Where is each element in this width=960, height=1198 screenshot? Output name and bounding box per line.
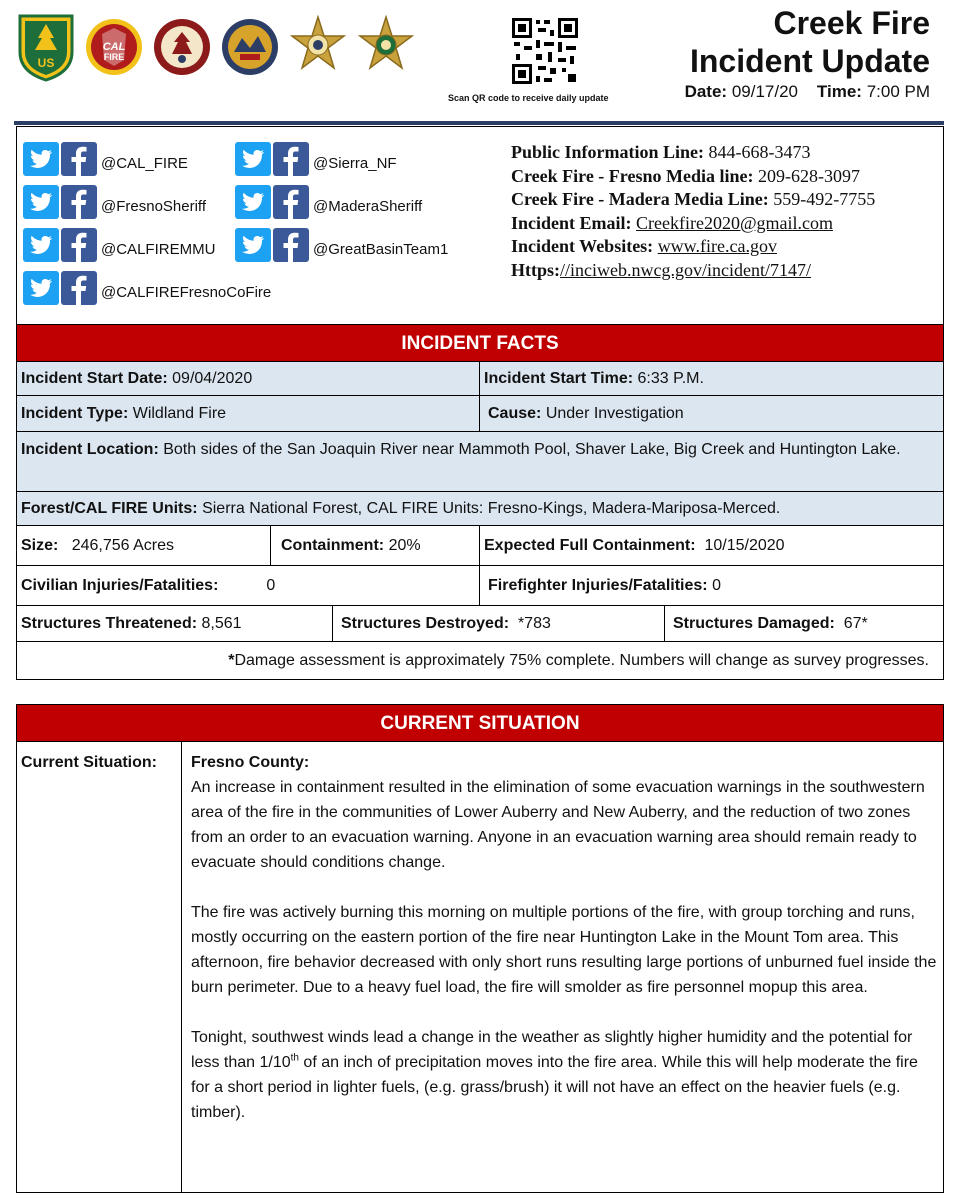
units-label: Forest/CAL FIRE Units:	[21, 500, 198, 517]
firefighter-injuries-label: Firefighter Injuries/Fatalities:	[488, 576, 708, 594]
structures-threatened-cell	[17, 606, 333, 641]
title-line-1: Creek Fire	[773, 5, 930, 41]
contact-info	[511, 141, 875, 282]
full-containment-value: 10/15/2020	[704, 536, 785, 554]
agency-logos	[16, 12, 416, 82]
facts-row-injuries	[16, 566, 944, 606]
inciweb-prefix: Https:	[511, 259, 560, 280]
facts-row-type	[16, 396, 944, 432]
date-time-line	[685, 82, 930, 102]
incident-location-label: Incident Location:	[21, 441, 159, 458]
situation-paragraph: An increase in containment resulted in the elimination of some evacuation warnings in the southwestern area of the fire in the communities of Lower Auberry and New Auberry, and the reduction of two zones from an order to an evacuation warning. Anyone in an evacuation warning area should remain ready to evacuate should conditions change.	[191, 779, 925, 871]
facts-row-structures	[16, 606, 944, 642]
date-label: Date:	[684, 82, 728, 101]
facts-row-size	[16, 526, 944, 566]
twitter-icon[interactable]	[235, 228, 271, 262]
social-handle[interactable]: @CALFIREFresnoCoFire	[101, 284, 272, 301]
structures-destroyed-cell	[333, 606, 665, 641]
structures-destroyed-value: *783	[517, 614, 551, 632]
start-time-cell	[480, 362, 943, 395]
date-value: 09/17/20	[731, 82, 798, 101]
page-header	[0, 0, 960, 120]
twitter-icon[interactable]	[23, 228, 59, 262]
social-row	[235, 219, 448, 262]
svg-text:CAL: CAL	[102, 41, 126, 53]
twitter-icon[interactable]	[23, 185, 59, 219]
incident-type-cell	[17, 396, 480, 431]
weather-text-end: of an inch of precipitation moves into the fire area. While this will help moderate the fire for a short period in lighter fuels, (e.g. grass/brush) it will not have an effect on the heavier fuels (e.g. timber).	[191, 1054, 918, 1121]
structures-damaged-value: 67*	[843, 614, 868, 632]
situation-paragraph: The fire was actively burning this morning on multiple portions of the fire, with group torching and runs, mostly occurring on the eastern portion of the fire near Huntington Lake in the Mount Tom area. This afternoon, fire behavior decreased with only short runs resulting large portions of unburned fuel inside the burn perimeter. Due to a heavy fuel load, the fire will smolder as fire personnel mopup this area.	[191, 904, 937, 996]
madera-media-label: Creek Fire - Madera Media Line:	[511, 189, 769, 209]
incident-email-line	[511, 212, 875, 236]
cause-value: Under Investigation	[545, 404, 684, 422]
full-containment-cell	[480, 526, 943, 565]
inciweb-link[interactable]: //inciweb.nwcg.gov/incident/7147/	[560, 259, 811, 280]
start-time-label: Incident Start Time:	[484, 369, 634, 387]
size-value: 246,756 Acres	[71, 536, 174, 554]
sheriff-star-badge-1	[288, 12, 348, 82]
qr-caption: Scan QR code to receive daily update	[448, 93, 609, 103]
containment-cell	[271, 526, 480, 565]
fire-ca-gov-link[interactable]: www.fire.ca.gov	[657, 236, 777, 256]
current-situation-label: Current Situation:	[17, 742, 182, 1192]
situation-paragraph	[191, 1025, 939, 1125]
current-situation-text	[191, 750, 939, 1150]
fresno-media-label: Creek Fire - Fresno Media line:	[511, 165, 754, 186]
start-date-label: Incident Start Date:	[21, 369, 168, 387]
damage-note-text: Damage assessment is approximately 75% complete. Numbers will change as survey progresses.	[234, 652, 929, 669]
incident-type-value: Wildland Fire	[132, 404, 227, 422]
incident-location-value: Both sides of the San Joaquin River near Mammoth Pool, Shaver Lake, Big Creek and Huntington Lake.	[163, 441, 901, 458]
civilian-injuries-value: 0	[266, 576, 276, 594]
qr-code[interactable]	[510, 16, 580, 86]
madera-media-phone[interactable]: 559-492-7755	[773, 189, 876, 209]
social-handle[interactable]: @CALFIREMMU	[101, 241, 216, 258]
facts-row-location	[16, 432, 944, 492]
county-heading: Fresno County:	[191, 754, 310, 771]
facebook-icon[interactable]	[273, 142, 309, 176]
page-title	[690, 4, 930, 80]
inciweb-line	[511, 259, 875, 283]
twitter-icon[interactable]	[235, 142, 271, 176]
title-line-2: Incident Update	[689, 43, 930, 79]
current-situation-heading: CURRENT SITUATION	[16, 704, 944, 742]
social-row	[235, 133, 448, 176]
facebook-icon[interactable]	[61, 142, 97, 176]
madera-media-line	[511, 188, 875, 212]
start-time-value: 6:33 P.M.	[637, 369, 704, 387]
facebook-icon[interactable]	[273, 185, 309, 219]
size-label: Size:	[21, 536, 59, 554]
svg-text:FIRE: FIRE	[103, 52, 125, 62]
current-situation-body	[16, 742, 944, 1193]
cal-fire-logo	[84, 12, 144, 82]
time-value: 7:00 PM	[866, 82, 930, 101]
civilian-injuries-label: Civilian Injuries/Fatalities:	[21, 576, 219, 594]
units-value: Sierra National Forest, CAL FIRE Units: Fresno-Kings, Madera-Mariposa-Merced.	[202, 500, 781, 517]
public-info-line	[511, 141, 875, 165]
start-date-cell	[17, 362, 480, 395]
fire-mutual-aid-seal	[152, 12, 212, 82]
fresno-media-line	[511, 165, 875, 189]
social-row	[23, 262, 271, 305]
facts-row-units	[16, 492, 944, 526]
incident-type-label: Incident Type:	[21, 404, 129, 422]
sheriff-star-badge-2	[356, 12, 416, 82]
twitter-icon[interactable]	[23, 271, 59, 305]
twitter-icon[interactable]	[23, 142, 59, 176]
header-divider	[14, 121, 944, 125]
structures-destroyed-label: Structures Destroyed:	[341, 614, 510, 632]
incident-websites-label: Incident Websites:	[511, 236, 654, 256]
structures-damaged-cell	[665, 606, 943, 641]
incident-facts-heading: INCIDENT FACTS	[16, 324, 944, 362]
firefighter-injuries-cell	[480, 566, 943, 605]
svg-text:US: US	[37, 56, 55, 70]
structures-threatened-label: Structures Threatened:	[21, 614, 198, 632]
social-handle[interactable]: @MaderaSheriff	[313, 198, 423, 215]
social-handle[interactable]: @Sierra_NF	[313, 155, 397, 172]
facebook-icon[interactable]	[273, 228, 309, 262]
social-handle[interactable]: @CAL_FIRE	[101, 155, 188, 172]
facebook-icon[interactable]	[61, 228, 97, 262]
containment-value: 20%	[388, 536, 421, 554]
damage-note-star: *	[228, 652, 235, 669]
incident-email-label: Incident Email:	[511, 212, 632, 233]
weather-text-start: Tonight, southwest winds lead a change in the weather as slightly higher humidity and the potential for less than 1/10	[191, 1029, 913, 1071]
twitter-icon[interactable]	[235, 185, 271, 219]
forest-service-logo	[16, 12, 76, 82]
incident-websites-line	[511, 235, 875, 259]
facebook-icon[interactable]	[61, 185, 97, 219]
facts-row-start	[16, 362, 944, 396]
structures-damaged-label: Structures Damaged:	[673, 614, 835, 632]
contact-block	[16, 126, 944, 324]
superscript-th: th	[290, 1052, 299, 1064]
containment-label: Containment:	[281, 536, 385, 554]
time-label: Time:	[816, 82, 862, 101]
cause-cell	[480, 396, 943, 431]
social-row	[235, 176, 448, 219]
public-info-label: Public Information Line:	[511, 142, 705, 162]
cause-label: Cause:	[488, 404, 542, 422]
full-containment-label: Expected Full Containment:	[484, 536, 696, 554]
firefighter-injuries-value: 0	[712, 576, 721, 594]
fresno-media-phone[interactable]: 209-628-3097	[757, 165, 860, 186]
social-handle[interactable]: @GreatBasinTeam1	[313, 241, 449, 258]
start-date-value: 09/04/2020	[172, 369, 253, 387]
public-info-phone[interactable]: 844-668-3473	[708, 142, 811, 162]
county-seal	[220, 12, 280, 82]
social-column-right	[235, 133, 448, 262]
incident-email-link[interactable]: Creekfire2020@gmail.com	[636, 212, 834, 233]
damage-note-row	[16, 642, 944, 680]
structures-threatened-value: 8,561	[201, 614, 242, 632]
social-handle[interactable]: @FresnoSheriff	[101, 198, 206, 215]
size-cell	[17, 526, 271, 565]
facebook-icon[interactable]	[61, 271, 97, 305]
civilian-injuries-cell	[17, 566, 480, 605]
